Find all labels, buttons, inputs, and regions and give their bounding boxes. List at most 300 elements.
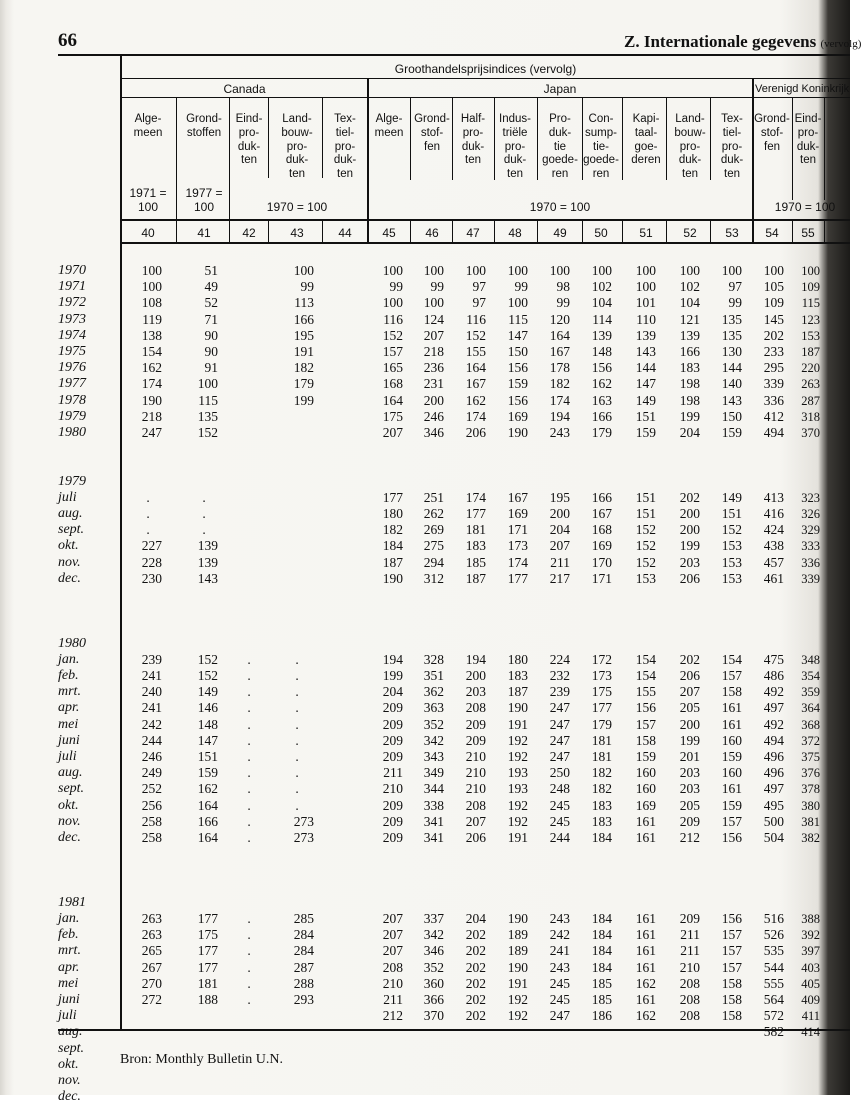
table-cell: 207 [465, 813, 486, 829]
table-cell: 190 [507, 911, 528, 926]
table-cell: 130 [721, 344, 742, 359]
table-cell: 243 [549, 425, 570, 440]
table-cell: 200 [423, 392, 444, 408]
col-divider-50-51-lower [622, 220, 623, 243]
table-cell: 167 [507, 489, 528, 505]
table-cell: 339 [801, 571, 820, 586]
table-cell: 115 [198, 392, 218, 408]
table-cell: 209 [465, 716, 486, 732]
table-cell: 139 [679, 327, 700, 343]
column-number-49: 49 [553, 226, 567, 240]
col-divider-47-48-lower [494, 220, 495, 243]
base-year-label: 1977 = 100 [185, 186, 223, 214]
table-cell: 145 [763, 311, 784, 327]
col-divider-52-53-lower [710, 220, 711, 243]
table-cell: 346 [423, 425, 444, 440]
table-cell: 516 [763, 911, 784, 926]
table-cell: 139 [197, 554, 218, 570]
table-cell: 100 [423, 295, 444, 311]
table-cell: 147 [635, 376, 656, 392]
table-cell: 273 [293, 813, 314, 829]
table-cell: 109 [763, 295, 784, 311]
row-label: okt. [58, 797, 79, 813]
table-cell: 177 [197, 911, 218, 926]
table-cell: 208 [382, 959, 403, 975]
table-cell: . [146, 489, 150, 505]
table-cell: 159 [721, 797, 742, 813]
table-cell: 152 [635, 554, 656, 570]
table-cell: 183 [591, 797, 612, 813]
column-number-48: 48 [508, 226, 522, 240]
table-cell: 424 [763, 522, 784, 538]
table-cell: 368 [801, 717, 820, 732]
table-cell: . [247, 927, 251, 943]
table-cell: 284 [293, 927, 314, 943]
table-cell: 272 [141, 992, 162, 1007]
table-cell: 208 [679, 975, 700, 991]
table-cell: 163 [591, 392, 612, 408]
table-cell: 99 [728, 295, 742, 311]
column-heading-55: Eind- pro- duk- ten [794, 113, 822, 167]
row-label: okt. [58, 538, 79, 554]
table-cell: 170 [591, 554, 612, 570]
table-cell: 100 [801, 264, 820, 278]
table-cell: 149 [197, 684, 218, 700]
table-cell: 191 [507, 830, 528, 845]
table-cell: 375 [801, 750, 820, 764]
group-title: Groothandelsprijsindices (vervolg) [394, 62, 577, 76]
table-cell: 172 [591, 651, 612, 667]
table-cell: 169 [635, 797, 656, 813]
row-label: dec. [58, 570, 81, 586]
table-cell: 246 [423, 408, 444, 424]
col-divider-51-52-lower [666, 220, 667, 243]
table-cell: 173 [507, 538, 528, 554]
table-cell: 147 [197, 732, 218, 748]
table-cell: 208 [679, 992, 700, 1007]
table-cell: 150 [721, 408, 742, 424]
row-label: aug. [58, 765, 83, 781]
table-cell: 114 [592, 311, 612, 327]
column-number-40: 40 [141, 226, 155, 240]
table-cell: 262 [423, 506, 444, 521]
table-cell: 207 [679, 684, 700, 700]
table-cell: 100 [549, 263, 570, 278]
table-cell: 49 [204, 279, 218, 295]
table-cell: 151 [635, 489, 656, 505]
row-label: mrt. [58, 684, 81, 700]
table-cell: . [202, 506, 206, 521]
table-cell: 351 [423, 668, 444, 683]
table-cell: 412 [763, 408, 784, 424]
row-label: juni [58, 732, 80, 748]
table-cell: 71 [204, 311, 218, 327]
table-cell: 151 [197, 749, 218, 764]
table-cell: 403 [801, 960, 820, 975]
table-cell: 184 [591, 943, 612, 959]
table-cell: 180 [507, 651, 528, 667]
table-cell: 337 [423, 911, 444, 926]
table-cell: 123 [801, 312, 820, 327]
country-rule [121, 97, 850, 98]
table-cell: 167 [465, 376, 486, 392]
table-cell: 159 [197, 765, 218, 781]
table-cell: 152 [382, 327, 403, 343]
table-cell: . [202, 489, 206, 505]
table-cell: 461 [763, 570, 784, 586]
table-cell: 160 [635, 781, 656, 797]
group-title-rule [121, 78, 850, 79]
table-cell: 210 [465, 749, 486, 764]
row-label: mei [58, 716, 79, 732]
table-cell: 181 [465, 522, 486, 538]
table-cell: 500 [763, 813, 784, 829]
table-cell: 495 [763, 797, 784, 813]
row-label: 1978 [58, 392, 86, 408]
table-cell: 239 [549, 684, 570, 700]
table-cell: 160 [635, 765, 656, 781]
table-cell: 159 [635, 749, 656, 764]
row-label: juli [58, 749, 77, 764]
table-cell: 194 [549, 408, 570, 424]
table-cell: 152 [721, 522, 742, 538]
table-cell: 239 [141, 651, 162, 667]
table-cell: 247 [141, 425, 162, 440]
table-cell: 208 [465, 700, 486, 716]
table-cell: 202 [465, 927, 486, 943]
table-cell: 183 [507, 668, 528, 683]
table-cell: 287 [293, 959, 314, 975]
table-cell: 138 [141, 327, 162, 343]
column-heading-43: Land- bouw- pro- duk- ten [281, 113, 313, 181]
col-divider-45-46-lower [410, 220, 411, 243]
table-cell: 363 [423, 700, 444, 716]
table-cell: 182 [591, 781, 612, 797]
table-cell: 294 [423, 554, 444, 570]
table-cell: 150 [507, 344, 528, 359]
table-cell: 354 [801, 669, 820, 683]
table-cell: . [247, 992, 251, 1007]
table-cell: 202 [679, 489, 700, 505]
table-cell: 97 [728, 279, 742, 295]
table-cell: 206 [465, 830, 486, 845]
table-cell: 179 [591, 716, 612, 732]
table-cell: 116 [466, 311, 486, 327]
table-cell: 164 [465, 360, 486, 376]
table-cell: 336 [801, 555, 820, 570]
table-cell: 247 [549, 700, 570, 716]
table-cell: 144 [635, 360, 656, 376]
table-cell: 194 [465, 651, 486, 667]
table-cell: 159 [721, 425, 742, 440]
table-cell: 143 [721, 392, 742, 408]
table-cell: 193 [507, 781, 528, 797]
table-cell: 168 [382, 376, 403, 392]
table-cell: 206 [465, 425, 486, 440]
table-cell: 179 [293, 376, 314, 392]
table-cell: 90 [204, 327, 218, 343]
row-label: 1980 [58, 635, 86, 651]
table-cell: 157 [721, 813, 742, 829]
column-number-rule [121, 242, 850, 244]
column-heading-50: Con- sump- tie- goede- ren [583, 113, 619, 181]
row-label: sept. [58, 781, 85, 797]
table-cell: 248 [549, 781, 570, 797]
country-uk: Verenigd Koninkrijk [755, 83, 850, 95]
table-cell: 192 [507, 992, 528, 1007]
table-cell: 210 [382, 975, 403, 991]
table-cell: 191 [507, 975, 528, 991]
table-cell: 181 [591, 749, 612, 764]
table-cell: . [295, 716, 299, 732]
country-japan: Japan [543, 82, 577, 96]
table-cell: . [202, 522, 206, 538]
table-cell: 190 [507, 959, 528, 975]
table-cell: 328 [423, 651, 444, 667]
table-cell: 243 [549, 959, 570, 975]
table-cell: 486 [763, 668, 784, 683]
row-label: apr. [58, 700, 80, 716]
column-heading-44: Tex- tiel- pro- duk- ten [333, 113, 357, 181]
table-cell: . [247, 732, 251, 748]
table-cell: 409 [801, 993, 820, 1007]
table-cell: 192 [507, 813, 528, 829]
table-cell: 105 [763, 279, 784, 295]
row-label: 1975 [58, 344, 86, 359]
table-cell: 173 [591, 668, 612, 683]
table-cell: 457 [763, 554, 784, 570]
table-cell: 161 [721, 716, 742, 732]
table-cell: 152 [197, 651, 218, 667]
table-cell: 380 [801, 798, 820, 813]
table-cell: 104 [679, 295, 700, 311]
table-cell: . [247, 975, 251, 991]
table-cell: 329 [801, 523, 820, 538]
table-cell: 156 [591, 360, 612, 376]
table-cell: . [247, 765, 251, 781]
column-number-55: 55 [801, 226, 815, 240]
row-label: 1981 [58, 894, 86, 910]
table-cell: 362 [423, 684, 444, 700]
table-cell: 184 [591, 830, 612, 845]
country-canada: Canada [223, 82, 266, 96]
table-cell: 202 [465, 943, 486, 959]
table-cell: . [247, 700, 251, 716]
column-heading-53: Tex- tiel- pro- duk- ten [720, 113, 744, 181]
row-label: nov. [58, 813, 81, 829]
table-cell: 175 [591, 684, 612, 700]
table-cell: 158 [721, 1008, 742, 1024]
header-rule [121, 219, 850, 221]
column-number-41: 41 [197, 226, 211, 240]
table-cell: 161 [635, 927, 656, 943]
table-cell: 100 [141, 279, 162, 295]
table-cell: 192 [507, 797, 528, 813]
table-cell: 211 [680, 927, 700, 943]
base-year-label: 1970 = 100 [266, 200, 328, 214]
table-cell: 208 [465, 797, 486, 813]
table-cell: 156 [507, 360, 528, 376]
row-label: feb. [58, 927, 79, 943]
table-cell: 346 [423, 943, 444, 959]
table-cell: 247 [549, 716, 570, 732]
table-cell: 164 [549, 327, 570, 343]
table-cell: 496 [763, 749, 784, 764]
table-cell: 161 [635, 959, 656, 975]
table-cell: 212 [382, 1008, 403, 1024]
row-label: dec. [58, 830, 81, 845]
column-number-45: 45 [382, 226, 396, 240]
column-number-46: 46 [425, 226, 439, 240]
table-cell: 349 [423, 765, 444, 781]
table-cell: 168 [591, 522, 612, 538]
table-cell: 159 [507, 376, 528, 392]
row-label: 1976 [58, 360, 86, 376]
table-cell: 203 [465, 684, 486, 700]
table-cell: 265 [141, 943, 162, 959]
bottom-rule [58, 1029, 850, 1031]
table-cell: 192 [507, 732, 528, 748]
table-cell: 360 [423, 975, 444, 991]
table-cell: 165 [382, 360, 403, 376]
table-cell: 202 [679, 651, 700, 667]
table-cell: 183 [465, 538, 486, 554]
table-cell: . [295, 781, 299, 797]
table-cell: 183 [591, 813, 612, 829]
table-cell: 151 [635, 506, 656, 521]
table-cell: 100 [507, 295, 528, 311]
table-cell: 146 [197, 700, 218, 716]
table-cell: 251 [423, 489, 444, 505]
table-cell: 200 [679, 716, 700, 732]
table-cell: 161 [635, 830, 656, 845]
table-cell: 108 [141, 295, 162, 311]
table-cell: 185 [591, 992, 612, 1007]
table-cell: 155 [635, 684, 656, 700]
table-cell: 199 [382, 668, 403, 683]
table-cell: 159 [721, 749, 742, 764]
table-cell: 167 [591, 506, 612, 521]
table-cell: 366 [423, 992, 444, 1007]
table-cell: 174 [549, 392, 570, 408]
table-cell: 169 [507, 506, 528, 521]
table-cell: 378 [801, 782, 820, 797]
column-number-47: 47 [466, 226, 480, 240]
table-cell: 97 [472, 279, 486, 295]
table-cell: 242 [141, 716, 162, 732]
table-cell: 211 [550, 554, 570, 570]
table-cell: 544 [763, 959, 784, 975]
table-cell: 210 [465, 781, 486, 797]
column-number-54: 54 [765, 226, 779, 240]
table-cell: 190 [507, 425, 528, 440]
table-cell: 342 [423, 927, 444, 943]
table-cell: 273 [293, 830, 314, 845]
table-cell: 209 [679, 813, 700, 829]
table-cell: 171 [591, 570, 612, 586]
table-cell: 149 [721, 489, 742, 505]
table-cell: 211 [680, 943, 700, 959]
table-cell: 161 [635, 813, 656, 829]
table-cell: 100 [507, 263, 528, 278]
table-cell: 104 [591, 295, 612, 311]
table-cell: 153 [721, 570, 742, 586]
table-cell: 287 [801, 393, 820, 408]
table-cell: 209 [382, 813, 403, 829]
table-cell: 475 [763, 651, 784, 667]
table-cell: 209 [382, 716, 403, 732]
table-cell: . [295, 700, 299, 716]
table-cell: . [247, 716, 251, 732]
table-cell: 342 [423, 732, 444, 748]
table-cell: 99 [556, 295, 570, 311]
table-cell: 161 [721, 781, 742, 797]
row-label: sept. [58, 522, 85, 538]
table-cell: 202 [465, 992, 486, 1007]
table-cell: 416 [763, 506, 784, 521]
table-cell: 203 [679, 554, 700, 570]
table-cell: 192 [507, 1008, 528, 1024]
table-cell: 158 [635, 732, 656, 748]
table-cell: 182 [549, 376, 570, 392]
table-cell: 148 [197, 716, 218, 732]
table-cell: 245 [549, 797, 570, 813]
row-label: sept. [58, 1040, 85, 1056]
table-cell: 160 [721, 732, 742, 748]
table-cell: 202 [465, 1008, 486, 1024]
table-cell: . [247, 668, 251, 683]
table-cell: 164 [197, 830, 218, 845]
table-cell: 100 [423, 263, 444, 278]
table-cell: 243 [549, 911, 570, 926]
table-cell: 181 [197, 975, 218, 991]
table-cell: 359 [801, 685, 820, 700]
table-cell: 258 [141, 813, 162, 829]
table-cell: 318 [801, 409, 820, 424]
row-label: mei [58, 975, 79, 991]
table-cell: 157 [382, 344, 403, 359]
table-cell: 191 [507, 716, 528, 732]
table-cell: 166 [293, 311, 314, 327]
table-cell: 492 [763, 684, 784, 700]
page-number: 66 [58, 30, 77, 51]
table-cell: 184 [591, 959, 612, 975]
table-cell: 159 [635, 425, 656, 440]
table-cell: 115 [801, 296, 820, 311]
table-cell: 121 [679, 311, 700, 327]
table-cell: 182 [293, 360, 314, 376]
table-cell: 199 [679, 538, 700, 554]
table-cell: 52 [204, 295, 218, 311]
row-label: 1974 [58, 327, 86, 343]
table-cell: 233 [763, 344, 784, 359]
table-cell: 152 [635, 538, 656, 554]
table-cell: 381 [801, 814, 820, 829]
row-label: 1971 [58, 279, 86, 295]
table-cell: 312 [423, 570, 444, 586]
table-cell: 212 [679, 830, 700, 845]
table-cell: 143 [197, 570, 218, 586]
table-cell: 200 [465, 668, 486, 683]
table-cell: 162 [635, 975, 656, 991]
table-cell: 195 [549, 489, 570, 505]
table-cell: 156 [507, 392, 528, 408]
table-cell: 51 [204, 263, 218, 278]
table-cell: 200 [549, 506, 570, 521]
table-cell: 102 [679, 279, 700, 295]
table-cell: 113 [294, 295, 314, 311]
table-cell: 205 [679, 700, 700, 716]
